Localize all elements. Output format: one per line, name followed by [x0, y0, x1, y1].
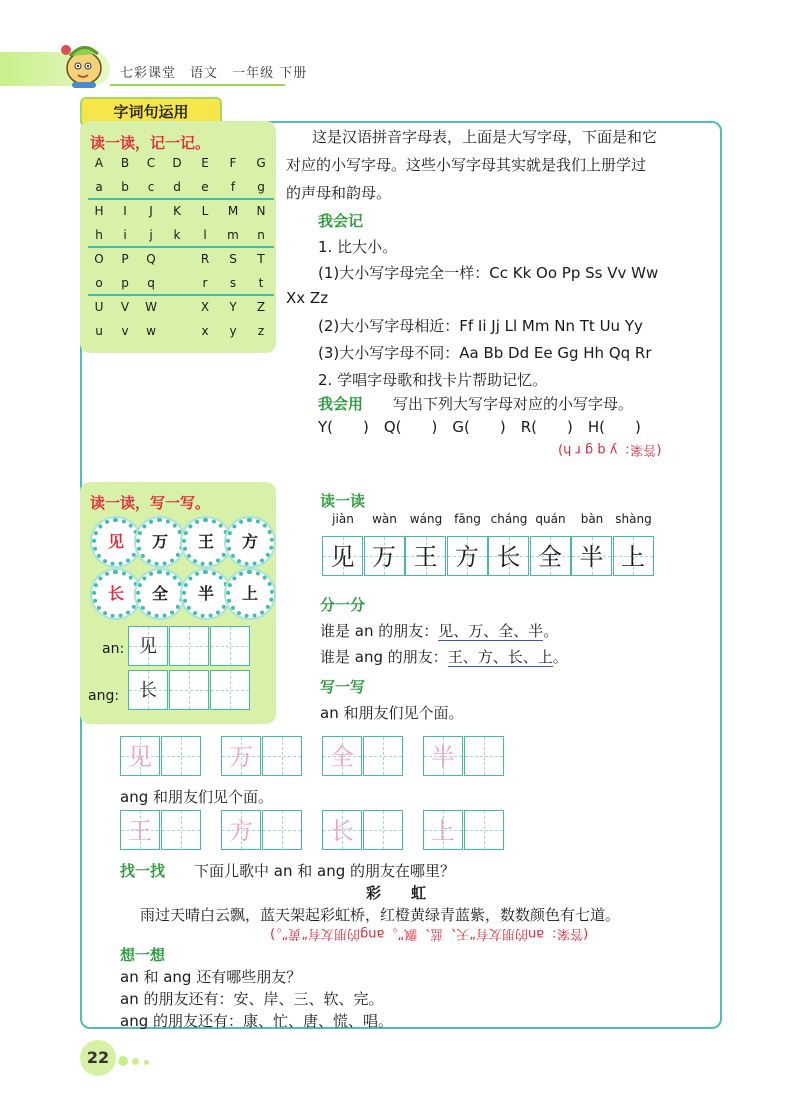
character: 上 [621, 543, 645, 571]
volume: 下册 [279, 66, 308, 81]
practice-cell [128, 670, 168, 710]
alphabet-row [92, 276, 272, 302]
pinyin: cháng [490, 512, 528, 526]
letter: d [173, 180, 181, 194]
practice-char: 见 [139, 636, 157, 657]
letter: E [201, 156, 209, 170]
letter: g [257, 180, 265, 194]
header-divider [110, 84, 285, 86]
letter: N [256, 204, 266, 218]
trace-char: 见 [128, 743, 152, 771]
decor-dot [132, 1058, 139, 1065]
think-label: 想一想 [120, 946, 166, 964]
flower-char: 半 [182, 570, 230, 618]
answer-1 [558, 442, 661, 461]
letter: U [94, 300, 104, 314]
trace-cell [120, 810, 160, 850]
find-label: 找一找 [120, 862, 166, 880]
flower-char: 见 [92, 518, 140, 566]
letter: x [201, 324, 209, 338]
flower-char: 全 [136, 570, 184, 618]
item-1b: (2)大小写字母相近：Ff Ii Jj Ll Mm Nn Tt Uu Yy [318, 317, 643, 335]
trace-char: 上 [431, 817, 455, 845]
flower-char: 上 [226, 570, 274, 618]
flower-char: 万 [136, 518, 184, 566]
remember-label: 我会记 [318, 212, 364, 230]
trace-cell [262, 736, 302, 776]
trace-cell [262, 810, 302, 850]
letter: W [145, 300, 157, 314]
think-question: an 和 ang 还有哪些朋友？ [120, 968, 302, 986]
trace-char: 长 [330, 817, 354, 845]
trace-char: 全 [330, 743, 354, 771]
letter: t [258, 276, 264, 290]
subject: 语文 [190, 66, 219, 81]
letter: C [146, 156, 156, 170]
character: 全 [538, 543, 562, 571]
flower-char: 长 [92, 570, 140, 618]
intro-line-2: 对应的小写字母。这些小写字母其实就是我们上册学过 [286, 156, 647, 174]
character: 长 [496, 543, 521, 571]
ang-question: 谁是 ang 的朋友：王、方、长、上。 [320, 648, 568, 666]
practice-cell [210, 626, 250, 666]
row-separator [88, 246, 274, 248]
decor-dot [144, 1060, 149, 1065]
trace-cell [322, 810, 362, 850]
trace-cell [423, 810, 463, 850]
character-cell [488, 536, 529, 576]
letter: M [227, 204, 239, 218]
character-cell [613, 536, 654, 576]
trace-char: 万 [229, 743, 253, 771]
character-cell [447, 536, 488, 576]
trace-cell [464, 736, 504, 776]
character-cell [322, 536, 363, 576]
letter: D [172, 156, 182, 170]
an-write-instruction: an 和朋友们见个面。 [320, 704, 464, 722]
practice-char: 长 [139, 680, 157, 701]
letter: n [257, 228, 265, 242]
write-label: 写一写 [320, 678, 366, 696]
pinyin: quán [535, 512, 566, 526]
letter: p [121, 276, 129, 290]
letter: V [120, 300, 130, 314]
think-ang: ang 的朋友还有：康、忙、唐、慌、唱。 [120, 1012, 393, 1030]
alphabet-row [92, 324, 272, 350]
character: 见 [330, 543, 355, 571]
letter: y [229, 324, 237, 338]
item-1a: (1)大小写字母完全一样：Cc Kk Oo Pp Ss Vv Ww [318, 264, 659, 282]
letter: f [230, 180, 236, 194]
an-question: 谁是 an 的朋友：见、万、全、半。 [320, 622, 559, 640]
grade: 一年级 [232, 66, 275, 81]
practice-cell [128, 626, 168, 666]
poem-title: 彩 虹 [366, 884, 427, 902]
letter: Y [229, 300, 237, 314]
letter: J [149, 204, 153, 218]
row-separator [88, 198, 274, 200]
character: 方 [455, 543, 479, 571]
ang-question-text: 谁是 ang 的朋友： [320, 648, 448, 666]
flower-char: 王 [182, 518, 230, 566]
pinyin: fāng [454, 512, 481, 526]
find-instruction: 下面儿歌中 an 和 ang 的朋友在哪里？ [194, 862, 455, 880]
letter: G [256, 156, 266, 170]
letter: a [95, 180, 103, 194]
section-tab: 字词句运用 [80, 97, 222, 127]
trace-char: 王 [128, 817, 152, 845]
alphabet-row [92, 228, 272, 254]
letter: m [227, 228, 239, 242]
letter: q [147, 276, 155, 290]
letter: b [121, 180, 129, 194]
letter: h [95, 228, 103, 242]
pinyin: shàng [615, 512, 652, 526]
pinyin: wàn [372, 512, 397, 526]
series-name: 七彩课堂 [120, 66, 177, 81]
ang-write-instruction: ang 和朋友们见个面。 [120, 788, 273, 806]
poem-text: 雨过天晴白云飘，蓝天架起彩虹桥，红橙黄绿青蓝紫，数数颜色有七道。 [140, 906, 621, 924]
use-label: 我会用 [318, 395, 364, 413]
letter: I [123, 204, 127, 218]
letter: H [94, 204, 104, 218]
practice-cell [169, 670, 209, 710]
header-title [120, 62, 307, 81]
alphabet-row [92, 156, 272, 182]
trace-cell [363, 810, 403, 850]
practice-cell [210, 670, 250, 710]
answer-2-text: (答案：an的朋友有“天、蓝、飘”。ang的朋友有“黄”。) [270, 926, 589, 941]
answer-1-text: (答案：y q g r h) [558, 442, 662, 457]
alphabet-row [92, 180, 272, 206]
letter: e [201, 180, 209, 194]
pinyin: bàn [580, 512, 604, 526]
letter: A [94, 156, 104, 170]
row-separator [88, 294, 274, 296]
letter: i [123, 228, 127, 242]
sort-label: 分一分 [320, 596, 366, 614]
letter: T [257, 252, 265, 266]
trace-cell [161, 736, 201, 776]
page-number: 22 [80, 1040, 116, 1076]
item-1a-continued: Xx Zz [286, 289, 329, 307]
answer-2 [270, 926, 588, 945]
letter: F [229, 156, 237, 170]
letter: u [95, 324, 103, 338]
trace-cell [221, 736, 261, 776]
letter: k [173, 228, 181, 242]
letter: R [200, 252, 210, 266]
character-cell [530, 536, 571, 576]
alphabet-row [92, 300, 272, 326]
letter: o [95, 276, 103, 290]
letter: v [121, 324, 129, 338]
ang-answer: 王、方、长、上 [447, 648, 553, 666]
mascot-icon [54, 38, 110, 88]
letter: O [94, 252, 104, 266]
an-label: an: [102, 641, 125, 657]
ang-label: ang: [88, 688, 120, 704]
alphabet-row [92, 204, 272, 230]
part1-title: 读一读，记一记。 [90, 134, 211, 152]
letter: w [146, 324, 156, 338]
trace-cell [322, 736, 362, 776]
letter-blanks: Y( ) Q( ) G( ) R( ) H( ) [318, 418, 641, 436]
intro-line-3: 的声母和韵母。 [286, 184, 392, 202]
letter: K [173, 204, 181, 218]
letter: z [257, 324, 265, 338]
trace-cell [423, 736, 463, 776]
character: 王 [413, 543, 438, 571]
trace-char: 半 [431, 743, 455, 771]
use-instruction: 写出下列大写字母对应的小写字母。 [393, 395, 634, 413]
character: 万 [372, 543, 396, 571]
pinyin: jiàn [332, 512, 354, 526]
character-cell [405, 536, 446, 576]
letter: Z [256, 300, 266, 314]
alphabet-row [92, 252, 272, 278]
letter: P [121, 252, 129, 266]
trace-cell [161, 810, 201, 850]
decor-dot [118, 1056, 128, 1066]
letter: S [229, 252, 237, 266]
letter: j [149, 228, 153, 242]
character-cell [571, 536, 612, 576]
letter: c [147, 180, 155, 194]
item-1: 1. 比大小。 [318, 238, 398, 256]
trace-char: 方 [229, 817, 253, 845]
think-an: an 的朋友还有：安、岸、三、软、完。 [120, 990, 384, 1008]
character-cell [364, 536, 405, 576]
letter: s [229, 276, 237, 290]
letter: l [203, 228, 207, 242]
trace-cell [221, 810, 261, 850]
item-2: 2. 学唱字母歌和找卡片帮助记忆。 [318, 371, 548, 389]
trace-cell [120, 736, 160, 776]
an-question-text: 谁是 an 的朋友： [320, 622, 439, 640]
part2-title: 读一读，写一写。 [90, 494, 211, 512]
letter: r [202, 276, 208, 290]
letter: X [200, 300, 210, 314]
practice-cell [169, 626, 209, 666]
trace-cell [363, 736, 403, 776]
letter: Q [146, 252, 156, 266]
read-label: 读一读 [320, 492, 366, 510]
pinyin: wáng [409, 512, 443, 526]
trace-cell [464, 810, 504, 850]
letter: L [201, 204, 209, 218]
letter: B [120, 156, 130, 170]
an-answer: 见、万、全、半 [438, 622, 544, 640]
item-1c: (3)大小写字母不同：Aa Bb Dd Ee Gg Hh Qq Rr [318, 344, 652, 362]
flower-char: 方 [226, 518, 274, 566]
character: 半 [579, 543, 604, 571]
intro-line-1: 这是汉语拼音字母表，上面是大写字母，下面是和它 [312, 128, 658, 146]
